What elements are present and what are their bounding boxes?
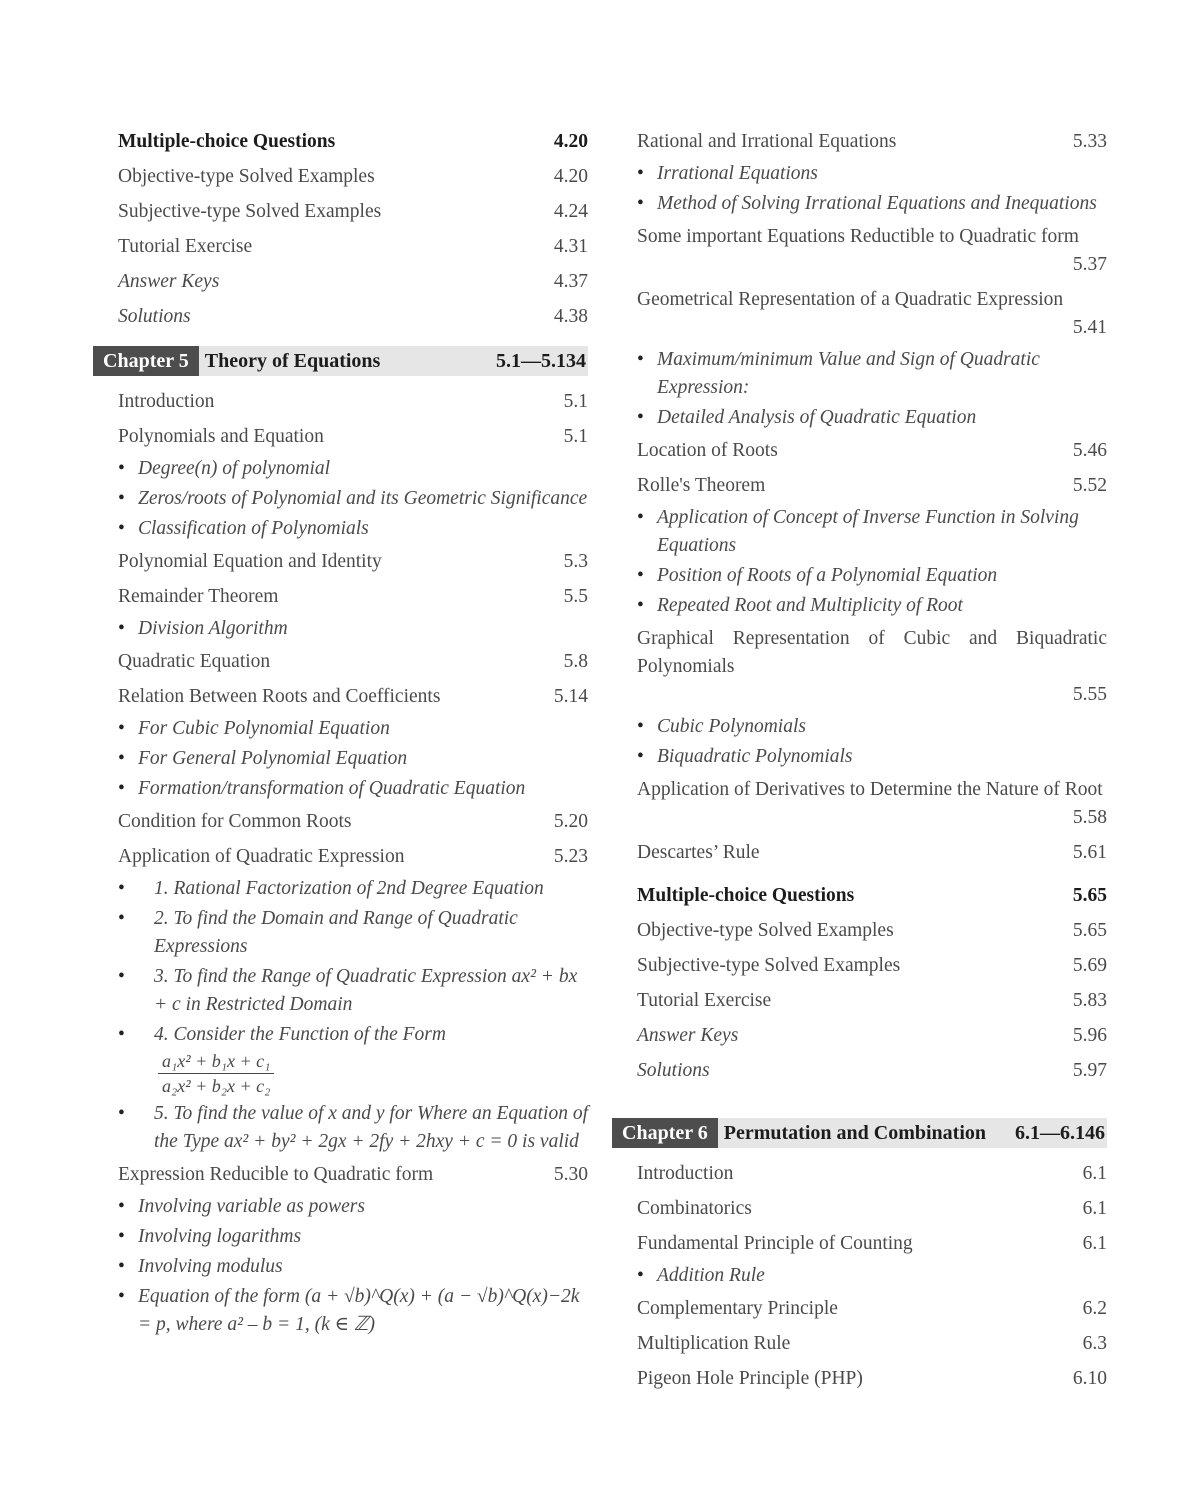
toc-entry: Subjective-type Solved Examples 5.69 — [637, 955, 1107, 976]
toc-entry: Application of Derivatives to Determine the Nature of Root 5.58 — [637, 779, 1107, 828]
fraction-formula: $\frac{\text{a₁x² + b₁x + c₁}}{\text{a₂x² + b₂x + c₂}}$ — [158, 1049, 274, 1098]
toc-entry: Graphical Representation of Cubic and Biquadratic Polynomials 5.55 — [637, 628, 1107, 705]
toc-entry: Subjective-type Solved Examples 4.24 — [118, 201, 588, 222]
toc-bullet: • Zeros/roots of Polynomial and its Geometric Significance — [118, 488, 588, 509]
toc-entry: Multiplication Rule 6.3 — [637, 1333, 1107, 1354]
toc-bullet: • 5. To find the value of x and y for Where an Equation of the Type ax² + by² + 2gx + 2fy + 2hxy + c = 0 is valid — [118, 1103, 589, 1152]
toc-entry: Solutions 4.38 — [118, 306, 588, 327]
toc-right-column — [622, 124, 1107, 1396]
toc-entry: Remainder Theorem 5.5 — [118, 586, 588, 607]
chapter-5-heading — [93, 346, 588, 376]
toc-bullet: • Repeated Root and Multiplicity of Root — [637, 595, 963, 616]
toc-bullet: • Division Algorithm — [118, 618, 288, 639]
toc-bullet: • Irrational Equations — [637, 163, 818, 184]
toc-entry: Expression Reducible to Quadratic form 5.30 — [118, 1164, 588, 1185]
toc-bullet: • Classification of Polynomials — [118, 518, 369, 539]
toc-entry: Objective-type Solved Examples 5.65 — [637, 920, 1107, 941]
chapter-title: Theory of Equations — [204, 349, 381, 372]
toc-entry: Multiple-choice Questions 5.65 — [637, 885, 1107, 906]
toc-entry: Polynomials and Equation 5.1 — [118, 426, 588, 447]
toc-entry: Tutorial Exercise 4.31 — [118, 236, 588, 257]
toc-bullet: • Method of Solving Irrational Equations and Inequations — [637, 193, 1097, 214]
toc-entry: Quadratic Equation 5.8 — [118, 651, 588, 672]
toc-bullet: • For General Polynomial Equation — [118, 748, 408, 769]
toc-bullet: • Position of Roots of a Polynomial Equation — [637, 565, 998, 586]
toc-bullet: • Application of Concept of Inverse Function in Solving Equations — [637, 507, 1079, 556]
toc-bullet: • Biquadratic Polynomials — [637, 746, 853, 767]
toc-bullet: • Addition Rule — [637, 1265, 765, 1286]
toc-entry: Descartes’ Rule 5.61 — [637, 842, 1107, 863]
toc-entry: Complementary Principle 6.2 — [637, 1298, 1107, 1319]
toc-entry: Objective-type Solved Examples 4.20 — [118, 166, 588, 187]
chapter-label: Chapter 6 — [612, 1118, 718, 1148]
toc-entry: Answer Keys 5.96 — [637, 1025, 1107, 1046]
toc-bullet: • Formation/transformation of Quadratic Equation — [118, 778, 526, 799]
toc-entry: Some important Equations Reductible to Quadratic form 5.37 — [637, 226, 1107, 275]
toc-bullet: • Involving variable as powers — [118, 1196, 365, 1217]
toc-entry: Combinatorics 6.1 — [637, 1198, 1107, 1219]
toc-entry: Multiple-choice Questions 4.20 — [118, 131, 588, 152]
toc-entry: Application of Quadratic Expression 5.23 — [118, 846, 588, 867]
toc-entry: Introduction 6.1 — [637, 1163, 1107, 1184]
toc-entry: Answer Keys 4.37 — [118, 271, 588, 292]
chapter-title: Permutation and Combination — [723, 1121, 986, 1144]
toc-bullet: • Cubic Polynomials — [637, 716, 806, 737]
chapter-6-heading — [612, 1118, 1107, 1148]
toc-entry: Polynomial Equation and Identity 5.3 — [118, 551, 588, 572]
toc-bullet: • Involving modulus — [118, 1256, 283, 1277]
toc-bullet: • Detailed Analysis of Quadratic Equation — [637, 407, 977, 428]
toc-entry: Location of Roots 5.46 — [637, 440, 1107, 461]
toc-left-column — [103, 124, 589, 1340]
toc-entry: Rational and Irrational Equations 5.33 — [637, 131, 1107, 152]
toc-bullet: • Equation of the form (a + √b)^Q(x) + (a − √b)^Q(x)−2k = p, where a² – b = 1, (k ∈ ℤ) — [118, 1286, 580, 1335]
chapter-pages: 6.1—6.146 — [1015, 1121, 1105, 1144]
toc-entry: Introduction 5.1 — [118, 391, 588, 412]
toc-bullet: • Maximum/minimum Value and Sign of Quadratic Expression: — [637, 349, 1040, 398]
toc-entry: Relation Between Roots and Coefficients 5.14 — [118, 686, 588, 707]
toc-entry: Rolle's Theorem 5.52 — [637, 475, 1107, 496]
toc-bullet: • For Cubic Polynomial Equation — [118, 718, 390, 739]
toc-entry: Condition for Common Roots 5.20 — [118, 811, 588, 832]
toc-bullet: • Involving logarithms — [118, 1226, 302, 1247]
toc-entry: Solutions 5.97 — [637, 1060, 1107, 1081]
toc-bullet: • 2. To find the Domain and Range of Quadratic Expressions — [118, 908, 518, 957]
toc-bullet: • Degree(n) of polynomial — [118, 458, 331, 479]
toc-entry: Pigeon Hole Principle (PHP) 6.10 — [637, 1368, 1107, 1389]
toc-bullet: • 3. To find the Range of Quadratic Expression ax² + bx + c in Restricted Domain — [118, 966, 578, 1015]
toc-entry: Fundamental Principle of Counting 6.1 — [637, 1233, 1107, 1254]
toc-bullet: • 4. Consider the Function of the Form $\frac{\text{a₁x² + b₁x + c₁}}{\text{a₂x² + b₂x + c₂}}$ — [118, 1024, 446, 1096]
chapter-pages: 5.1—5.134 — [496, 349, 586, 372]
toc-entry: Geometrical Representation of a Quadratic Expression 5.41 — [637, 289, 1107, 338]
toc-entry: Tutorial Exercise 5.83 — [637, 990, 1107, 1011]
toc-bullet: • 1. Rational Factorization of 2nd Degree Equation — [118, 878, 544, 899]
chapter-label: Chapter 5 — [93, 346, 199, 376]
